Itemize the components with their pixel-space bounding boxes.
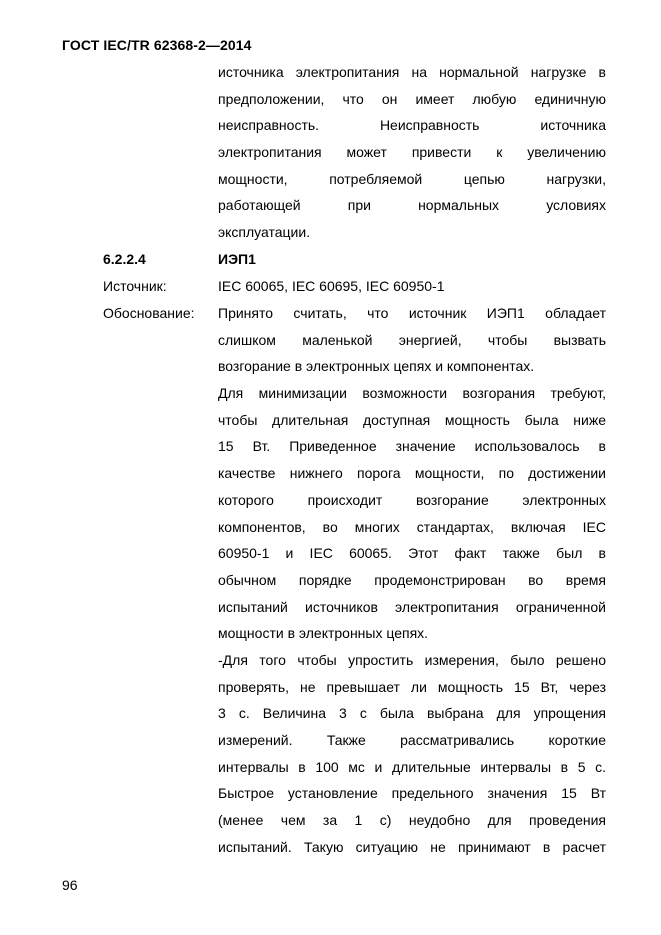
text-line: компонентов, во многих стандартах, включая IEC [218,518,606,535]
text-line: качестве нижнего порога мощности, по достижении [218,465,606,482]
rationale-text [218,300,606,860]
text-line: мощности в электронных цепях. [218,625,429,642]
section-number: 6.2.2.4 [103,251,146,267]
source-value: IEC 60065, IEC 60695, IEC 60950-1 [218,278,445,294]
text-line: Принято считать, что источник ИЭП1 обладает [218,305,606,321]
text-line: интервалы в 100 мс и длительные интервалы в 5 с. [218,758,606,775]
text-line: измерений. Также рассматривались короткие [218,732,606,748]
text-line: электропитания может привести к увеличению [218,144,606,161]
text-line: Быстрое установление предельного значения 15 Вт [218,785,606,802]
text-line: (менее чем за 1 с) неудобно для проведения [218,812,606,829]
section-title-wrap [218,246,606,273]
text-line: возгорание в электронных цепях и компонентах. [218,358,535,375]
text-line: работающей при нормальных условиях [218,197,606,214]
page-number: 96 [62,877,78,893]
text-line: предположении, что он имеет любую единичную [218,90,606,107]
text-line: слишком маленькой энергией, чтобы вызвать [218,331,606,348]
text-line: эксплуатации. [218,224,311,241]
text-line: испытаний источников электропитания ограниченной [218,598,606,615]
text-line: 15 Вт. Приведенное значение использовалось в [218,438,606,455]
text-line: -Для того чтобы упростить измерения, было решено [218,651,606,668]
text-line: чтобы длительная доступная мощность была ниже [218,411,606,428]
text-line: 3 с. Величина 3 с была выбрана для упрощения [218,705,606,722]
document-header: ГОСТ IEC/TR 62368-2—2014 [62,37,252,53]
text-line: испытаний. Такую ситуацию не принимают в расчет [218,838,606,855]
text-line: проверять, не превышает ли мощность 15 Вт, через [218,678,606,695]
section-title: ИЭП1 [218,251,256,267]
source-label: Источник: [103,278,167,294]
text-line: Для минимизации возможности возгорания требуют, [218,385,606,402]
rationale-label: Обоснование: [103,305,195,321]
text-line: источника электропитания на нормальной нагрузке в [218,64,606,80]
text-line: неисправность. Неисправность источника [218,117,606,134]
source-value-wrap [218,273,606,300]
text-line: которого происходит возгорание электронных [218,491,606,508]
text-line: мощности, потребляемой цепью нагрузки, [218,170,606,187]
intro-paragraph [218,59,606,246]
text-line: обычном порядке продемонстрирован во время [218,571,606,588]
text-line: 60950-1 и IEC 60065. Этот факт также был в [218,545,606,562]
